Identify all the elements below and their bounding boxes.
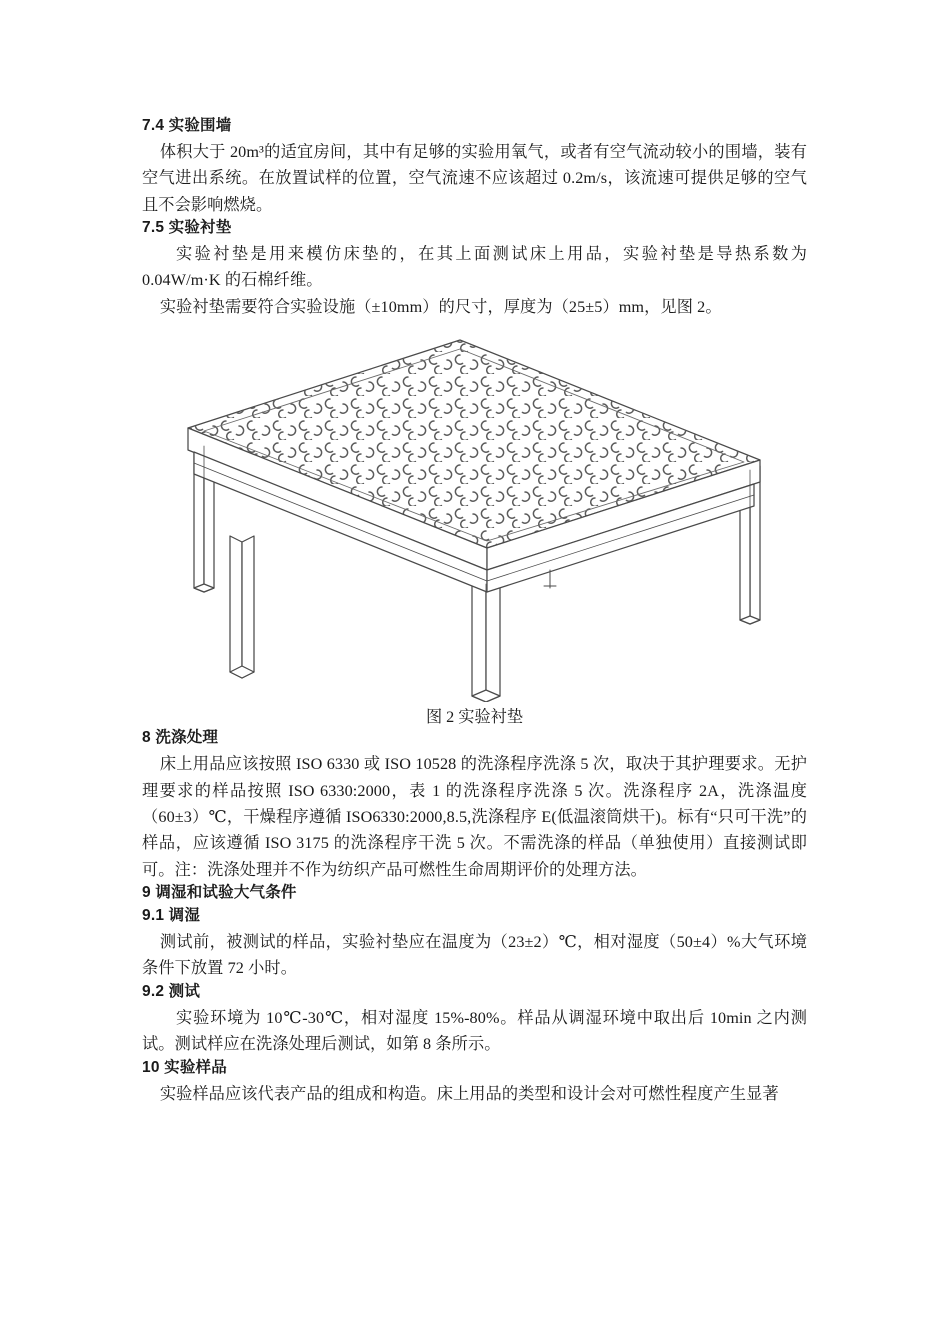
section-heading-9-1: 9.1 调湿	[142, 907, 201, 925]
para-text-7-4-1: 体积大于 20m³的适宜房间，其中有足够的实验用氧气，或者有空气流动较小的围墙，装有空气进出系统。在放置试样的位置，空气流速不应该超过 0.2m/s，该流速可提供足够的空气且不会影响燃烧。	[142, 142, 807, 214]
section-9-1-paragraph-1: 测试前，被测试的样品，实验衬垫应在温度为（23±2）℃，相对湿度（50±4）%大气环境条件下放置 72 小时。	[142, 933, 807, 978]
section-heading-7-4: 7.4 实验围墙	[142, 117, 232, 134]
figure-2-caption: 图 2 实验衬垫	[425, 708, 524, 727]
section-heading-10: 10 实验样品	[142, 1058, 227, 1076]
section-9-2-paragraph-1: 实验环境为 10℃-30℃，相对湿度 15%-80%。样品从调湿环境中取出后 10min 之内测试。测试样应在洗涤处理后测试，如第 8 条所示。	[142, 1008, 807, 1054]
figure-leg-front-left-side	[230, 536, 242, 678]
figure-leg-front-center-face	[486, 578, 500, 702]
section-heading-7-5: 7.5 实验衬垫	[142, 219, 232, 237]
section-heading-9: 9 调湿和试验大气条件	[142, 884, 297, 902]
page-content	[142, 116, 807, 1107]
section-heading-8: 8 洗涤处理	[142, 729, 219, 747]
section-10-paragraph-1: 实验样品应该代表产品的组成和构造。床上用品的类型和设计会对可燃性程度产生显著	[159, 1084, 779, 1103]
figure-2-illustration	[142, 330, 807, 702]
section-7-5-paragraph-1: 实验衬垫是用来模仿床垫的，在其上面测试床上用品，实验衬垫是导热系数为 0.04W/m·K 的石棉纤维。	[142, 245, 807, 290]
section-7-5-paragraph-2: 实验衬垫需要符合实验设施（±10mm）的尺寸，厚度为（25±5）mm，见图 2。	[159, 297, 722, 316]
figure-leg-front-left-face	[242, 536, 254, 678]
figure-leg-front-center-side	[472, 578, 486, 702]
figure-2-block	[142, 330, 807, 728]
section-8-paragraph-1: 床上用品应该按照 ISO 6330 或 ISO 10528 的洗涤程序洗涤 5 次，取决于其护理要求。无护理要求的样品按照 ISO 6330:2000，表 1 的洗涤程序洗涤 5 次。洗涤程序 2A，洗涤温度（60±3）℃，干燥程序遵循 ISO6330:2000,8.5,洗涤程序 E(低温滚筒烘干)。标有“只可干洗”的样品，应该遵循 ISO 3175 的洗涤程序干洗 5 次。不需洗涤的样品（单独使用）直接测试即可。注：洗涤处理并不作为纺织产品可燃性生命周期评价的处理方法。	[142, 755, 807, 879]
section-heading-9-2: 9.2 测试	[142, 982, 201, 1000]
section-7-4-paragraph-1	[142, 139, 807, 218]
